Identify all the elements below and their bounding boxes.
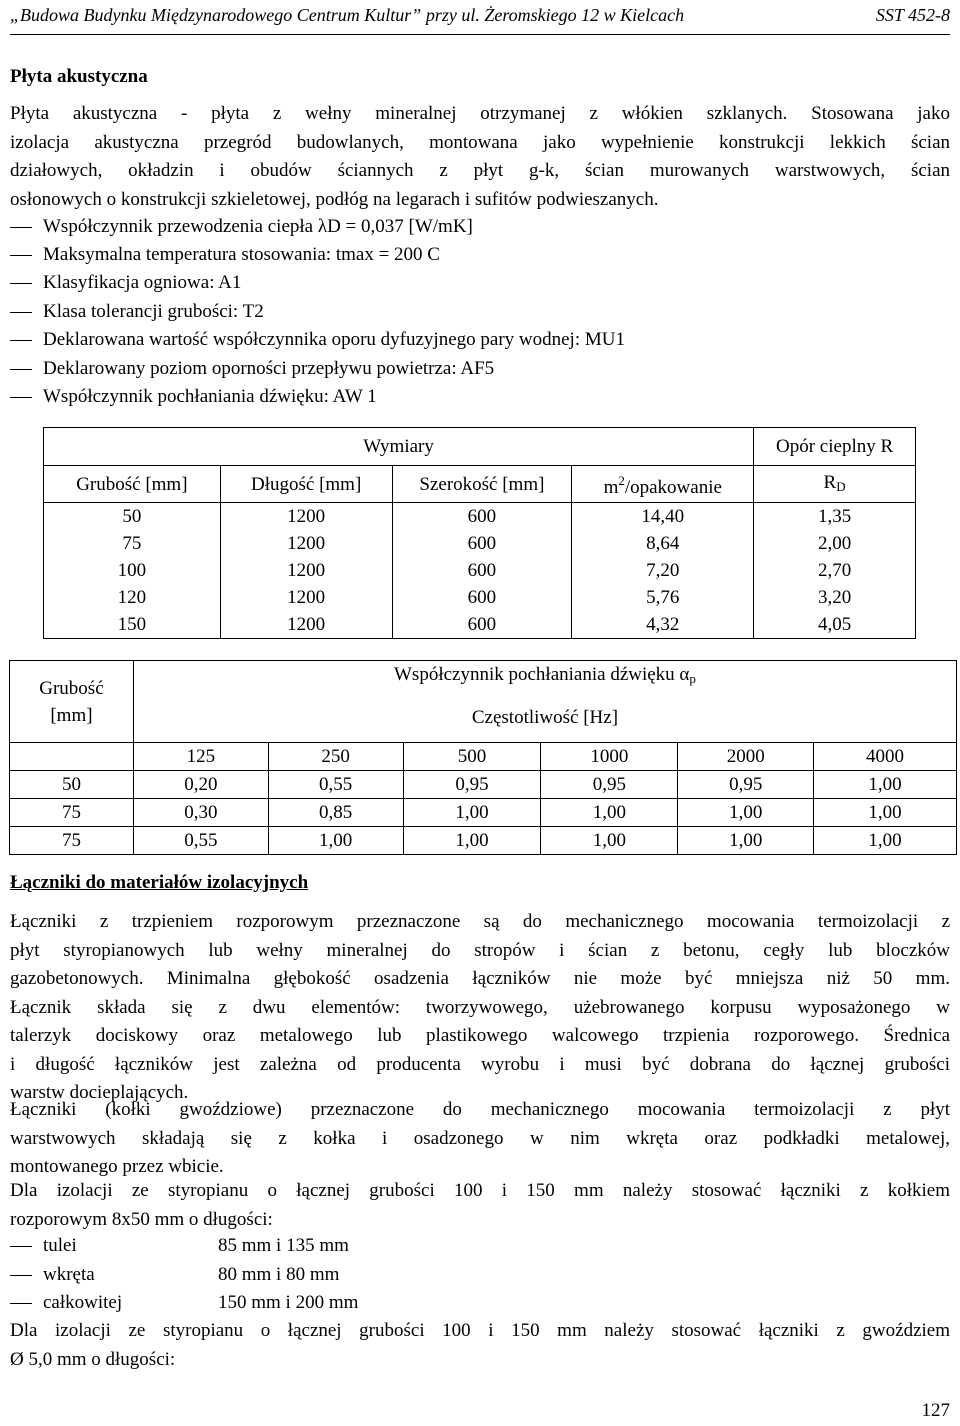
- text-line: gazobetonowych. Minimalna głębokość osadzenia łączników nie może być mniejsza niż 50 mm.: [10, 968, 950, 989]
- acoustic-board-description: [10, 100, 950, 214]
- text-line: Dla izolacji ze styropianu o łącznej grubości 100 i 150 mm należy stosować łączniki z kołkiem: [10, 1180, 950, 1201]
- fasteners-paragraph-4: [10, 1317, 950, 1374]
- page-number: 127: [921, 1400, 950, 1421]
- dimensions-header: Wymiary: [44, 428, 754, 466]
- section-title-acoustic-board: Płyta akustyczna: [10, 66, 148, 87]
- text-line: izolacja akustyczna przegród budowlanych, montowana jako wypełnienie konstrukcji lekkich ścian: [10, 131, 950, 153]
- column-header-m2-per-pack: $m^2$/opakowanie: [572, 466, 754, 503]
- text-line: Dla izolacji ze styropianu o łącznej grubości 100 i 150 mm należy stosować łączniki z gwoździem: [10, 1320, 950, 1341]
- dash-bullet: [10, 1275, 32, 1276]
- fasteners-paragraph-3: [10, 1177, 950, 1234]
- table-row: 75 0,55 1,00 1,00 1,00 1,00 1,00: [10, 827, 957, 855]
- text-line: działowych, okładzin i obudów ściannych z płyt g-k, ścian murowanych warstwowych, ścian: [10, 160, 950, 181]
- table-row: 75 1200 600 8,64 2,00: [44, 530, 916, 557]
- dash-bullet: [10, 1246, 32, 1247]
- fasteners-paragraph-1: [10, 908, 950, 1108]
- dash-bullet: [10, 283, 32, 284]
- text-line: montowanego przez wbicie.: [10, 1156, 224, 1177]
- dash-bullet: [10, 1303, 32, 1304]
- text-line: osłonowych o konstrukcji szkieletowej, podłóg na legarach i sufitów podwieszanych.: [10, 188, 659, 210]
- spec-code: SST 452-8: [875, 5, 950, 25]
- table-row: 150 1200 600 4,32 4,05: [44, 611, 916, 639]
- text-line: Ø 5,0 mm o długości:: [10, 1348, 176, 1370]
- thermal-resistance-header: Opór cieplny R: [754, 428, 916, 466]
- thickness-header: Grubość [mm]: [10, 661, 134, 743]
- frequency-row: 125 250 500 1000 2000 4000: [10, 743, 957, 771]
- text-line: warstw docieplających.: [10, 1082, 189, 1103]
- table-row: 75 0,30 0,85 1,00 1,00 1,00 1,00: [10, 799, 957, 827]
- table-row: 50 0,20 0,55 0,95 0,95 0,95 1,00: [10, 771, 957, 799]
- column-header-width: Szerokość [mm]: [392, 466, 572, 503]
- dash-bullet: [10, 255, 32, 256]
- text-line: talerzyk dociskowy oraz metalowego lub plastikowego walcowego trzpienia rozporowego. Średnica: [10, 1025, 950, 1046]
- section-title-fasteners: Łączniki do materiałów izolacyjnych: [10, 872, 309, 893]
- page-header: [10, 0, 950, 35]
- column-header-length: Długość [mm]: [220, 466, 392, 503]
- document-title: „Budowa Budynku Międzynarodowego Centrum Kultur” przy ul. Żeromskiego 12 w Kielcach: [10, 5, 685, 25]
- text-line: i długość łączników jest zależna od producenta wyrobu i musi być dobrana do łącznej grubości: [10, 1053, 950, 1075]
- table-row: 100 1200 600 7,20 2,70: [44, 557, 916, 584]
- absorption-coefficient-header: Współczynnik pochłaniania dźwięku $\alpha_p$: [133, 661, 956, 693]
- text-line: Łączniki (kołki gwoździowe) przeznaczone do mechanicznego mocowania termoizolacji z płyt: [10, 1099, 950, 1120]
- fasteners-paragraph-2: [10, 1096, 950, 1182]
- sound-absorption-table: [9, 660, 957, 855]
- text-line: rozporowym 8x50 mm o długości:: [10, 1208, 273, 1230]
- text-line: płyt styropianowych lub wełny mineralnej do stropów i ścian z betonu, cegły lub bloczków: [10, 939, 950, 961]
- text-line: Łączniki z trzpieniem rozporowym przeznaczone są do mechanicznego mocowania termoizolacji z: [10, 911, 950, 932]
- table-row: 50 1200 600 14,40 1,35: [44, 503, 916, 531]
- text-line: warstwowych składają się z kołka i osadzonego w nim wkręta oraz podkładki metalowej,: [10, 1127, 950, 1149]
- dash-bullet: [10, 227, 32, 228]
- column-header-rd: $R_D$: [754, 466, 916, 503]
- text-line: Płyta akustyczna - płyta z wełny mineralnej otrzymanej z włókien szklanych. Stosowana jako: [10, 103, 950, 124]
- dash-bullet: [10, 397, 32, 398]
- column-header-thickness: Grubość [mm]: [44, 466, 221, 503]
- text-line: Łącznik składa się z dwu elementów: tworzywowego, użebrowanego korpusu wyposażonego w: [10, 996, 950, 1018]
- dash-bullet: [10, 312, 32, 313]
- dash-bullet: [10, 340, 32, 341]
- dimensions-table: [43, 427, 916, 639]
- frequency-header: Częstotliwość [Hz]: [133, 693, 956, 743]
- dash-bullet: [10, 369, 32, 370]
- table-row: 120 1200 600 5,76 3,20: [44, 584, 916, 611]
